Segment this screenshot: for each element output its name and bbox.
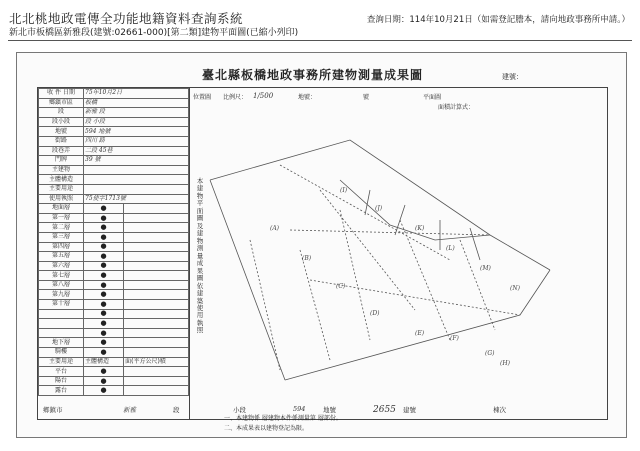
unit-label: (J) (375, 205, 383, 212)
floor-label: 地面層 (39, 204, 84, 214)
attached-header: 主要用途 (39, 357, 84, 367)
scale-label: 比例尺： (223, 94, 248, 101)
floor-area (124, 367, 189, 377)
floor-value: ● (84, 213, 124, 223)
note-2: 二、本成果表以建物登記為限。 (224, 424, 309, 432)
floor-label: 第九層 (39, 290, 84, 300)
unit-label: (C) (336, 283, 346, 290)
floor-value: ● (84, 300, 124, 310)
floor-value: ● (84, 338, 124, 348)
floor-area (124, 319, 189, 329)
form-row-label: 門牌 (39, 156, 84, 166)
floor-area (124, 376, 189, 386)
form-row-value: 段 小段 (84, 117, 189, 127)
form-row-label: 段小段 (39, 117, 84, 127)
floor-label: 第一層 (39, 213, 84, 223)
footer-bldg-value: 2655 (373, 405, 396, 415)
form-row-label: 主體構造 (39, 175, 84, 185)
attached-header: 面(平方公尺)積 (124, 357, 189, 367)
form-row-label: 地號 (39, 127, 84, 137)
form-row-label: 主要用途 (39, 184, 84, 194)
form-row-label: 使用執照 (39, 194, 84, 204)
form-row-value: 板橋 (84, 98, 189, 108)
form-row-value: 四川 路 (84, 136, 189, 146)
footer-section-label: 段 (173, 406, 180, 414)
form-row-value: 75使字1713號 (84, 194, 189, 204)
floor-area (124, 232, 189, 242)
query-date: 查詢日期：114年10月21日（如需登記謄本，請向地政事務所申請。） (366, 15, 630, 25)
document-title: 臺北縣板橋地政事務所建物測量成果圖 (202, 68, 424, 82)
floor-value: ● (84, 376, 124, 386)
floor-area (124, 271, 189, 281)
floor-label: 第三層 (39, 232, 84, 242)
form-row-label: 主建物 (39, 165, 84, 175)
basement-label: 騎樓 (39, 348, 84, 358)
footer-district-label: 鄉鎮市 (43, 406, 63, 414)
app-title: 北北桃地政電傳全功能地籍資料查詢系統 (9, 11, 244, 26)
floor-label: 第六層 (39, 261, 84, 271)
floor-label: 第五層 (39, 252, 84, 262)
floor-value: ● (84, 223, 124, 233)
floor-label: 第七層 (39, 271, 84, 281)
floor-area (124, 328, 189, 338)
attached-row-label: 露台 (39, 386, 84, 396)
unit-label: (N) (510, 285, 520, 292)
basement-label: 地下層 (39, 338, 84, 348)
unit-label: (E) (415, 330, 425, 337)
unit-label: (I) (340, 187, 348, 194)
unit-label: (D) (370, 310, 380, 317)
unit-label: (G) (485, 350, 495, 357)
apply-date-label: 收 件 日期 (39, 89, 84, 99)
form-row-value (84, 184, 189, 194)
floor-label (39, 309, 84, 319)
floor-area (124, 213, 189, 223)
floor-label (39, 319, 84, 329)
floor-label: 第八層 (39, 280, 84, 290)
form-row-value (84, 175, 189, 185)
floor-area (124, 309, 189, 319)
attached-header: 主體構造 (84, 357, 124, 367)
floor-area (124, 280, 189, 290)
plan-label: 平面圖 (423, 94, 442, 101)
unit-label: (L) (446, 245, 455, 252)
survey-sheet (16, 52, 627, 438)
building-number-label: 建號： (502, 73, 523, 81)
sec-label: 號 (363, 94, 370, 101)
floor-label: 第四層 (39, 242, 84, 252)
floor-label: 第二層 (39, 223, 84, 233)
floor-value: ● (84, 348, 124, 358)
unit-label: (A) (270, 225, 280, 232)
floor-value: ● (84, 261, 124, 271)
form-row-label: 段巷弄 (39, 146, 84, 156)
form-row-label: 街路 (39, 136, 84, 146)
header-divider (8, 40, 632, 41)
form-row-value: 二段 45巷 (84, 146, 189, 156)
vertical-note: 本建物平面圖及建物測量成果圖依建築使用執照 (196, 177, 204, 335)
form-table (38, 88, 190, 419)
floor-area (124, 290, 189, 300)
floor-area (124, 204, 189, 214)
floor-value: ● (84, 204, 124, 214)
unit-label: (M) (480, 265, 491, 272)
unit-label: (K) (415, 225, 425, 232)
floor-area (124, 261, 189, 271)
floor-area (124, 252, 189, 262)
footer-subsection-label: 小段 (233, 406, 246, 414)
footer-district-value: 新雅 (123, 406, 136, 414)
footer-fmt-label: 棟次 (493, 406, 506, 414)
floor-plan-drawing (190, 110, 605, 410)
area-label: 面積計算式： (438, 104, 475, 111)
form-row-label: 段 (39, 108, 84, 118)
notes (224, 414, 342, 433)
floor-value: ● (84, 386, 124, 396)
floor-area (124, 223, 189, 233)
floor-area (124, 242, 189, 252)
footer-bldg-label: 建號 (403, 406, 416, 414)
form-row-value: 新雅 段 (84, 108, 189, 118)
form-row-label: 鄉鎮市區 (39, 98, 84, 108)
floor-label: 第十層 (39, 300, 84, 310)
floor-area (124, 386, 189, 396)
floor-value: ● (84, 242, 124, 252)
floor-value: ● (84, 309, 124, 319)
floor-value: ● (84, 252, 124, 262)
attached-row-label: 陽台 (39, 376, 84, 386)
form-row-value: 39 號 (84, 156, 189, 166)
form-row-value: 594 地號 (84, 127, 189, 137)
note-1: 一、本建物係 層建物本件係測量第 層部份。 (224, 415, 342, 422)
form-row-value (84, 165, 189, 175)
floor-value: ● (84, 367, 124, 377)
unit-label: (B) (302, 255, 312, 262)
attached-row-label: 平台 (39, 367, 84, 377)
floor-value: ● (84, 271, 124, 281)
floor-area (124, 348, 189, 358)
site-outline (210, 140, 550, 380)
footer-lot-label: 地號 (323, 406, 336, 414)
land-label: 地號： (298, 94, 317, 101)
floor-value: ● (84, 328, 124, 338)
floor-value: ● (84, 232, 124, 242)
footer-lot-value: 594 (293, 405, 306, 413)
floor-value: ● (84, 319, 124, 329)
position-label: 位置圖 (193, 94, 212, 101)
floor-label (39, 328, 84, 338)
form-grid (38, 88, 189, 396)
sheet-frame (37, 87, 608, 432)
unit-label: (H) (500, 360, 510, 367)
floor-value: ● (84, 290, 124, 300)
floor-value: ● (84, 280, 124, 290)
unit-label: (F) (450, 335, 459, 342)
floor-area (124, 338, 189, 348)
record-subtitle: 新北市板橋區新雅段(建號:02661-000)[第二類]建物平面圖(已縮小列印) (9, 28, 299, 38)
floor-area (124, 300, 189, 310)
apply-date-value: 75年10月2日 (84, 89, 189, 99)
scale-value: 1/500 (253, 92, 274, 100)
